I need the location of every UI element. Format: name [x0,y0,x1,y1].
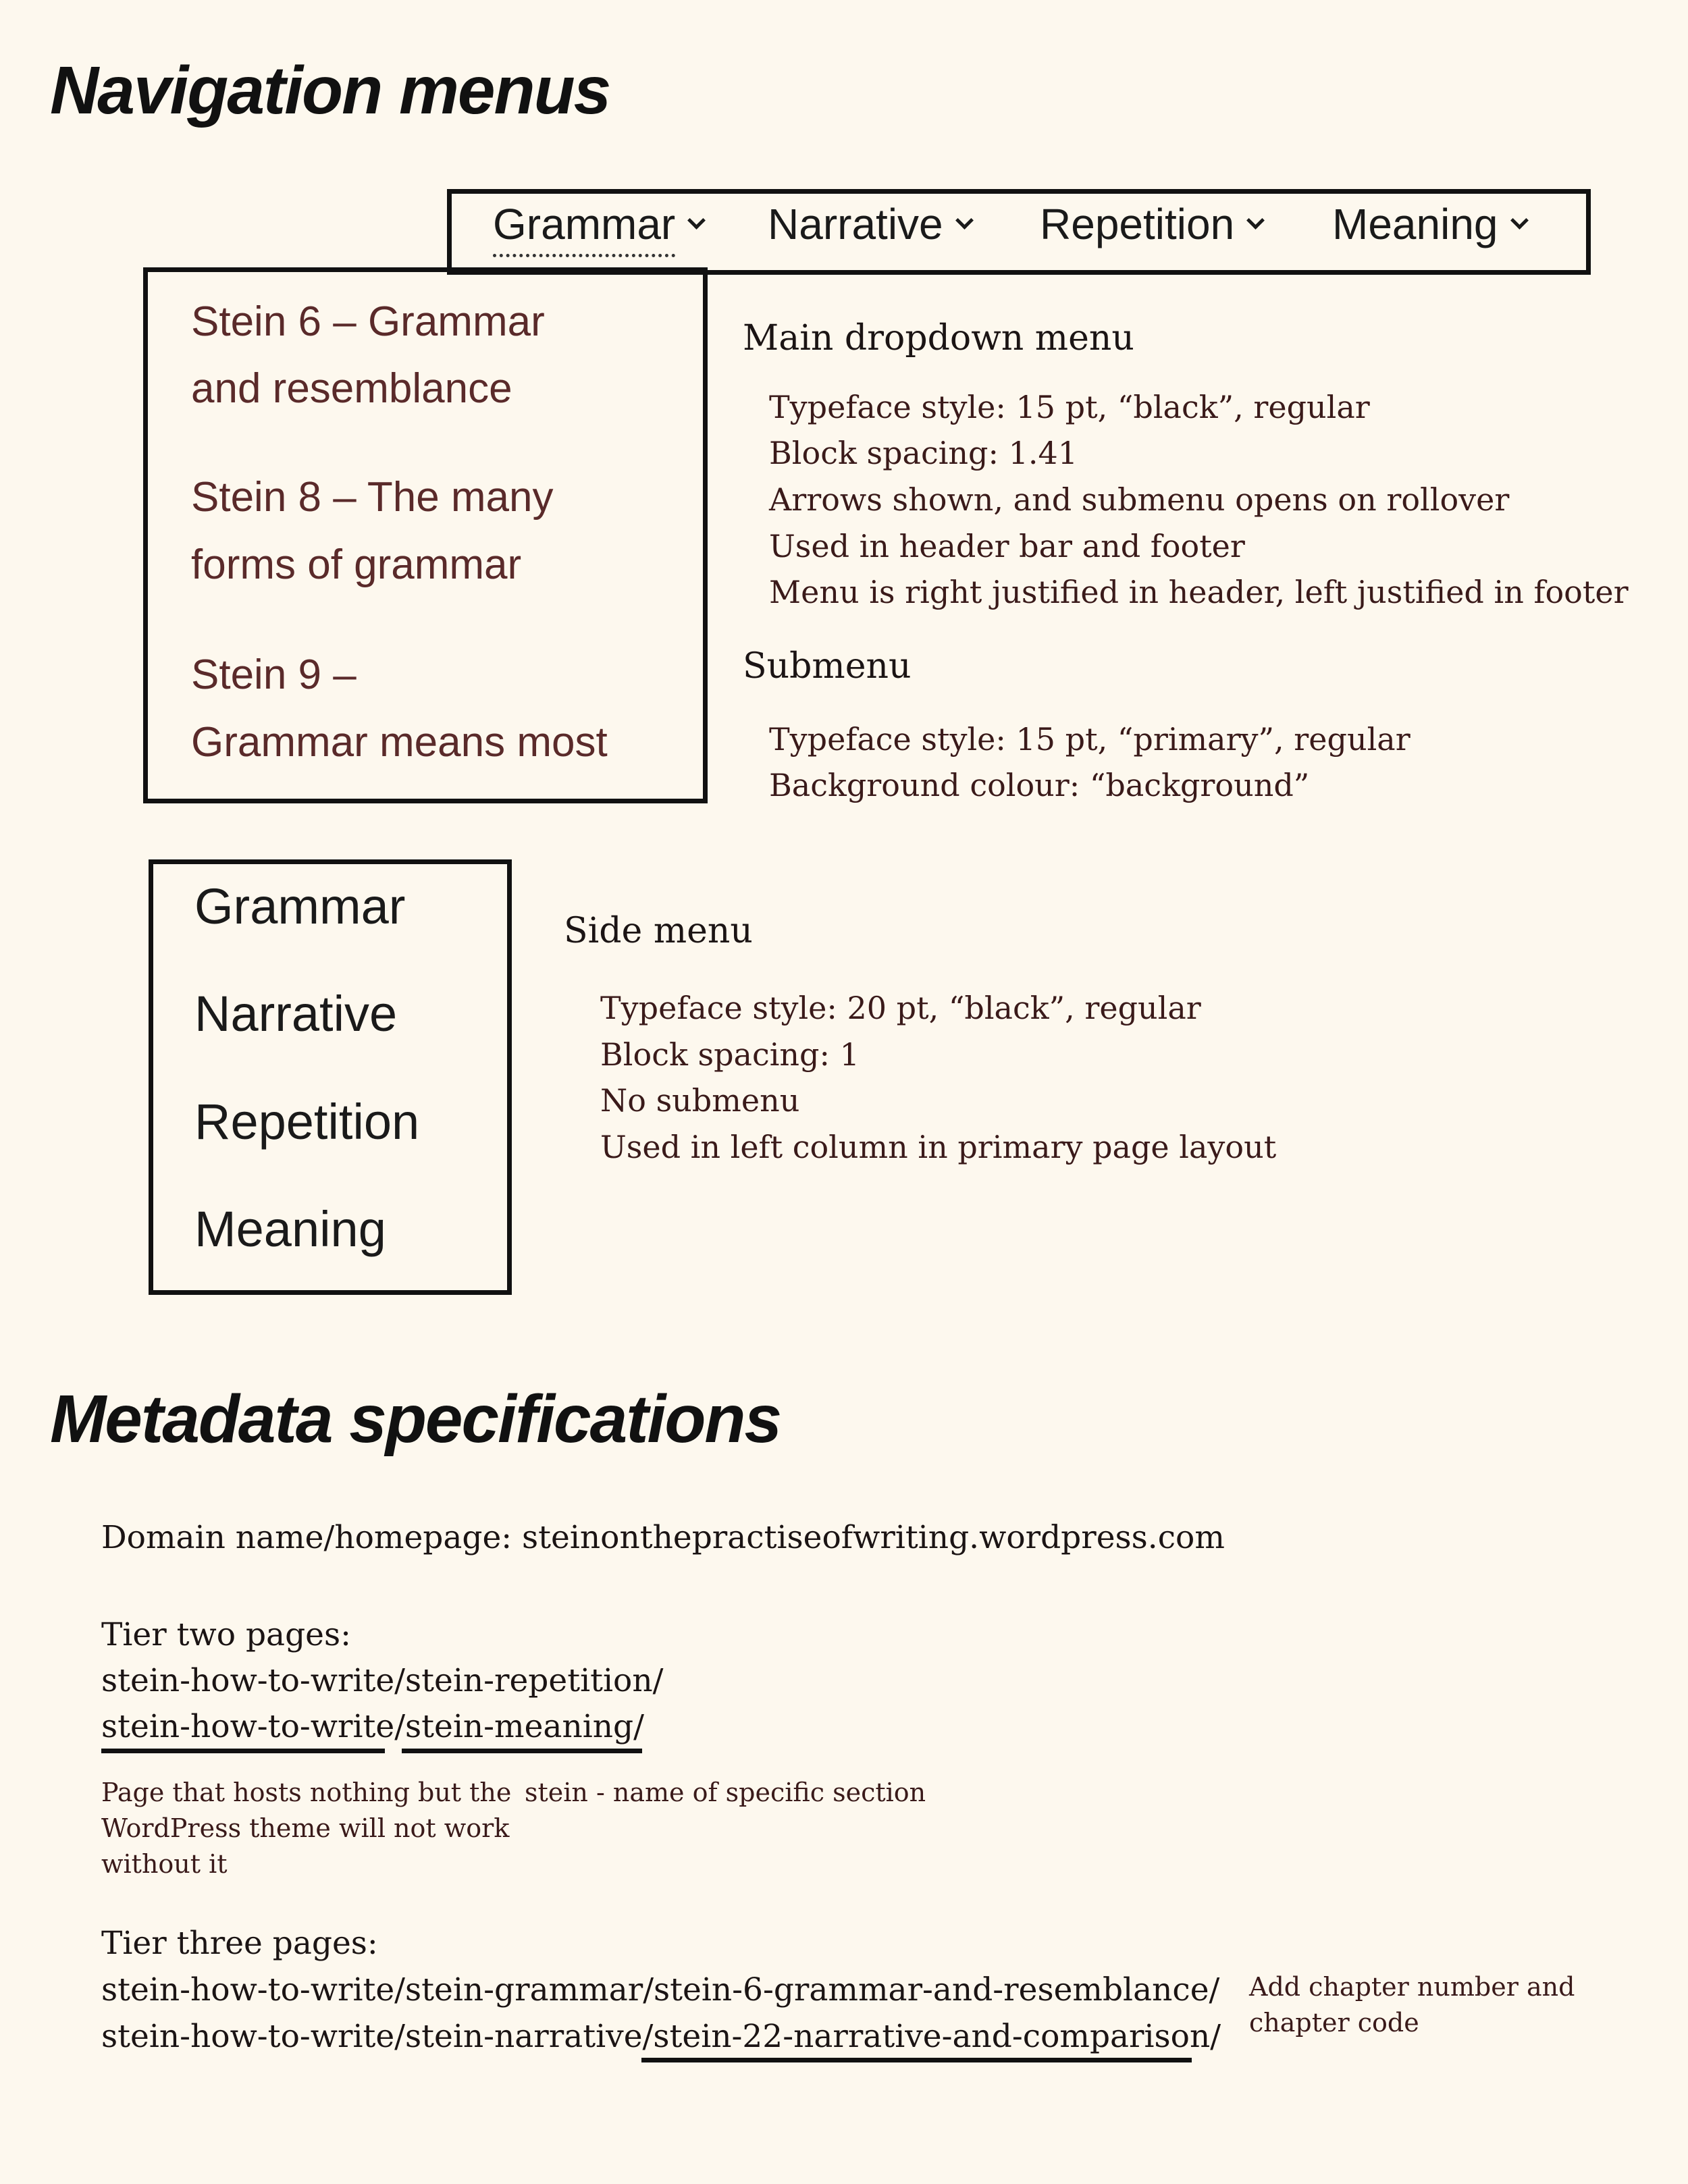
submenu-spec-title: Submenu [743,646,912,687]
chevron-down-icon [1510,211,1529,230]
submenu-item-stein-9-line-2[interactable]: Grammar means most [191,719,608,766]
tier-two-note-left: Page that hosts nothing but the [101,1778,512,1807]
main-menu-spec-line: Typeface style: 15 pt, “black”, regular [769,389,1370,425]
side-menu-spec-line: Used in left column in primary page layout [600,1129,1277,1165]
tier-two-note-left: without it [101,1849,228,1879]
main-menu-spec-line: Block spacing: 1.41 [769,435,1078,471]
side-menu-spec-line: No submenu [600,1082,800,1119]
submenu-item-stein-6-line-2[interactable]: and resemblance [191,365,512,412]
chevron-down-icon [687,211,706,230]
submenu-spec-line: Typeface style: 15 pt, “primary”, regular [769,721,1410,757]
tier-two-url-2-section: stein-meaning/ [405,1708,644,1745]
tier-three-url-2-base: stein-how-to-write/stein-narrative/ [101,2018,654,2055]
tier-two-url-2-sep: / [394,1708,406,1745]
nav-section-title: Navigation menus [50,53,610,128]
main-menu-item-narrative[interactable] [768,200,971,248]
main-menu-item-label: Repetition [1040,200,1235,248]
main-menu-item-grammar[interactable] [493,200,703,248]
main-menu-spec-line: Menu is right justified in header, left justified in footer [769,574,1629,610]
main-menu-item-label: Narrative [768,200,943,248]
tier-two-note-right: stein - name of specific section [525,1778,926,1807]
tier-two-url-2-base: stein-how-to-write [101,1708,395,1745]
main-menu-item-label: Grammar [493,200,676,248]
main-menu-item-meaning[interactable] [1332,200,1526,248]
domain-line: Domain name/homepage: steinonthepractiseofwriting.wordpress.com [101,1519,1225,1556]
tier-two-label: Tier two pages: [101,1616,351,1653]
main-menu-item-repetition[interactable] [1040,200,1262,248]
tier-three-note: chapter code [1249,2008,1419,2037]
side-menu-spec-line: Block spacing: 1 [600,1036,860,1073]
tier-three-url-2 [101,2018,1221,2055]
submenu-item-stein-9-line-1[interactable]: Stein 9 – [191,651,357,698]
chevron-down-icon [955,211,974,230]
side-menu-spec-title: Side menu [564,911,753,951]
chevron-down-icon [1246,211,1265,230]
side-menu-spec-line: Typeface style: 20 pt, “black”, regular [600,990,1201,1026]
underline-base-path [101,1749,385,1753]
tier-two-url-1: stein-how-to-write/stein-repetition/ [101,1662,664,1699]
tier-two-note-left: WordPress theme will not work [101,1813,510,1843]
submenu-item-stein-8-line-2[interactable]: forms of grammar [191,541,522,588]
main-menu-item-label: Meaning [1332,200,1498,248]
side-menu-item-grammar[interactable]: Grammar [194,878,406,934]
tier-three-label: Tier three pages: [101,1925,378,1962]
underline-section-path [402,1749,642,1753]
tier-three-note: Add chapter number and [1249,1972,1575,2002]
active-item-indicator [493,254,675,257]
side-menu-item-repetition[interactable]: Repetition [194,1094,420,1150]
tier-three-url-2-chapter: stein-22-narrative-and-comparison/ [653,2018,1221,2055]
main-menu-spec-title: Main dropdown menu [743,318,1134,358]
submenu-spec-line: Background colour: “background” [769,767,1310,803]
side-menu-item-narrative[interactable]: Narrative [194,986,398,1042]
submenu-item-stein-8-line-1[interactable]: Stein 8 – The many [191,474,554,521]
tier-three-url-1: stein-how-to-write/stein-grammar/stein-6-grammar-and-resemblance/ [101,1971,1220,2008]
main-menu-spec-line: Arrows shown, and submenu opens on rollover [769,481,1510,518]
underline-chapter-path [641,2058,1192,2062]
side-menu-item-meaning[interactable]: Meaning [194,1201,386,1257]
tier-two-url-2 [101,1708,644,1745]
main-menu-spec-line: Used in header bar and footer [769,528,1245,564]
metadata-section-title: Metadata specifications [50,1381,781,1457]
submenu-item-stein-6-line-1[interactable]: Stein 6 – Grammar [191,298,545,345]
